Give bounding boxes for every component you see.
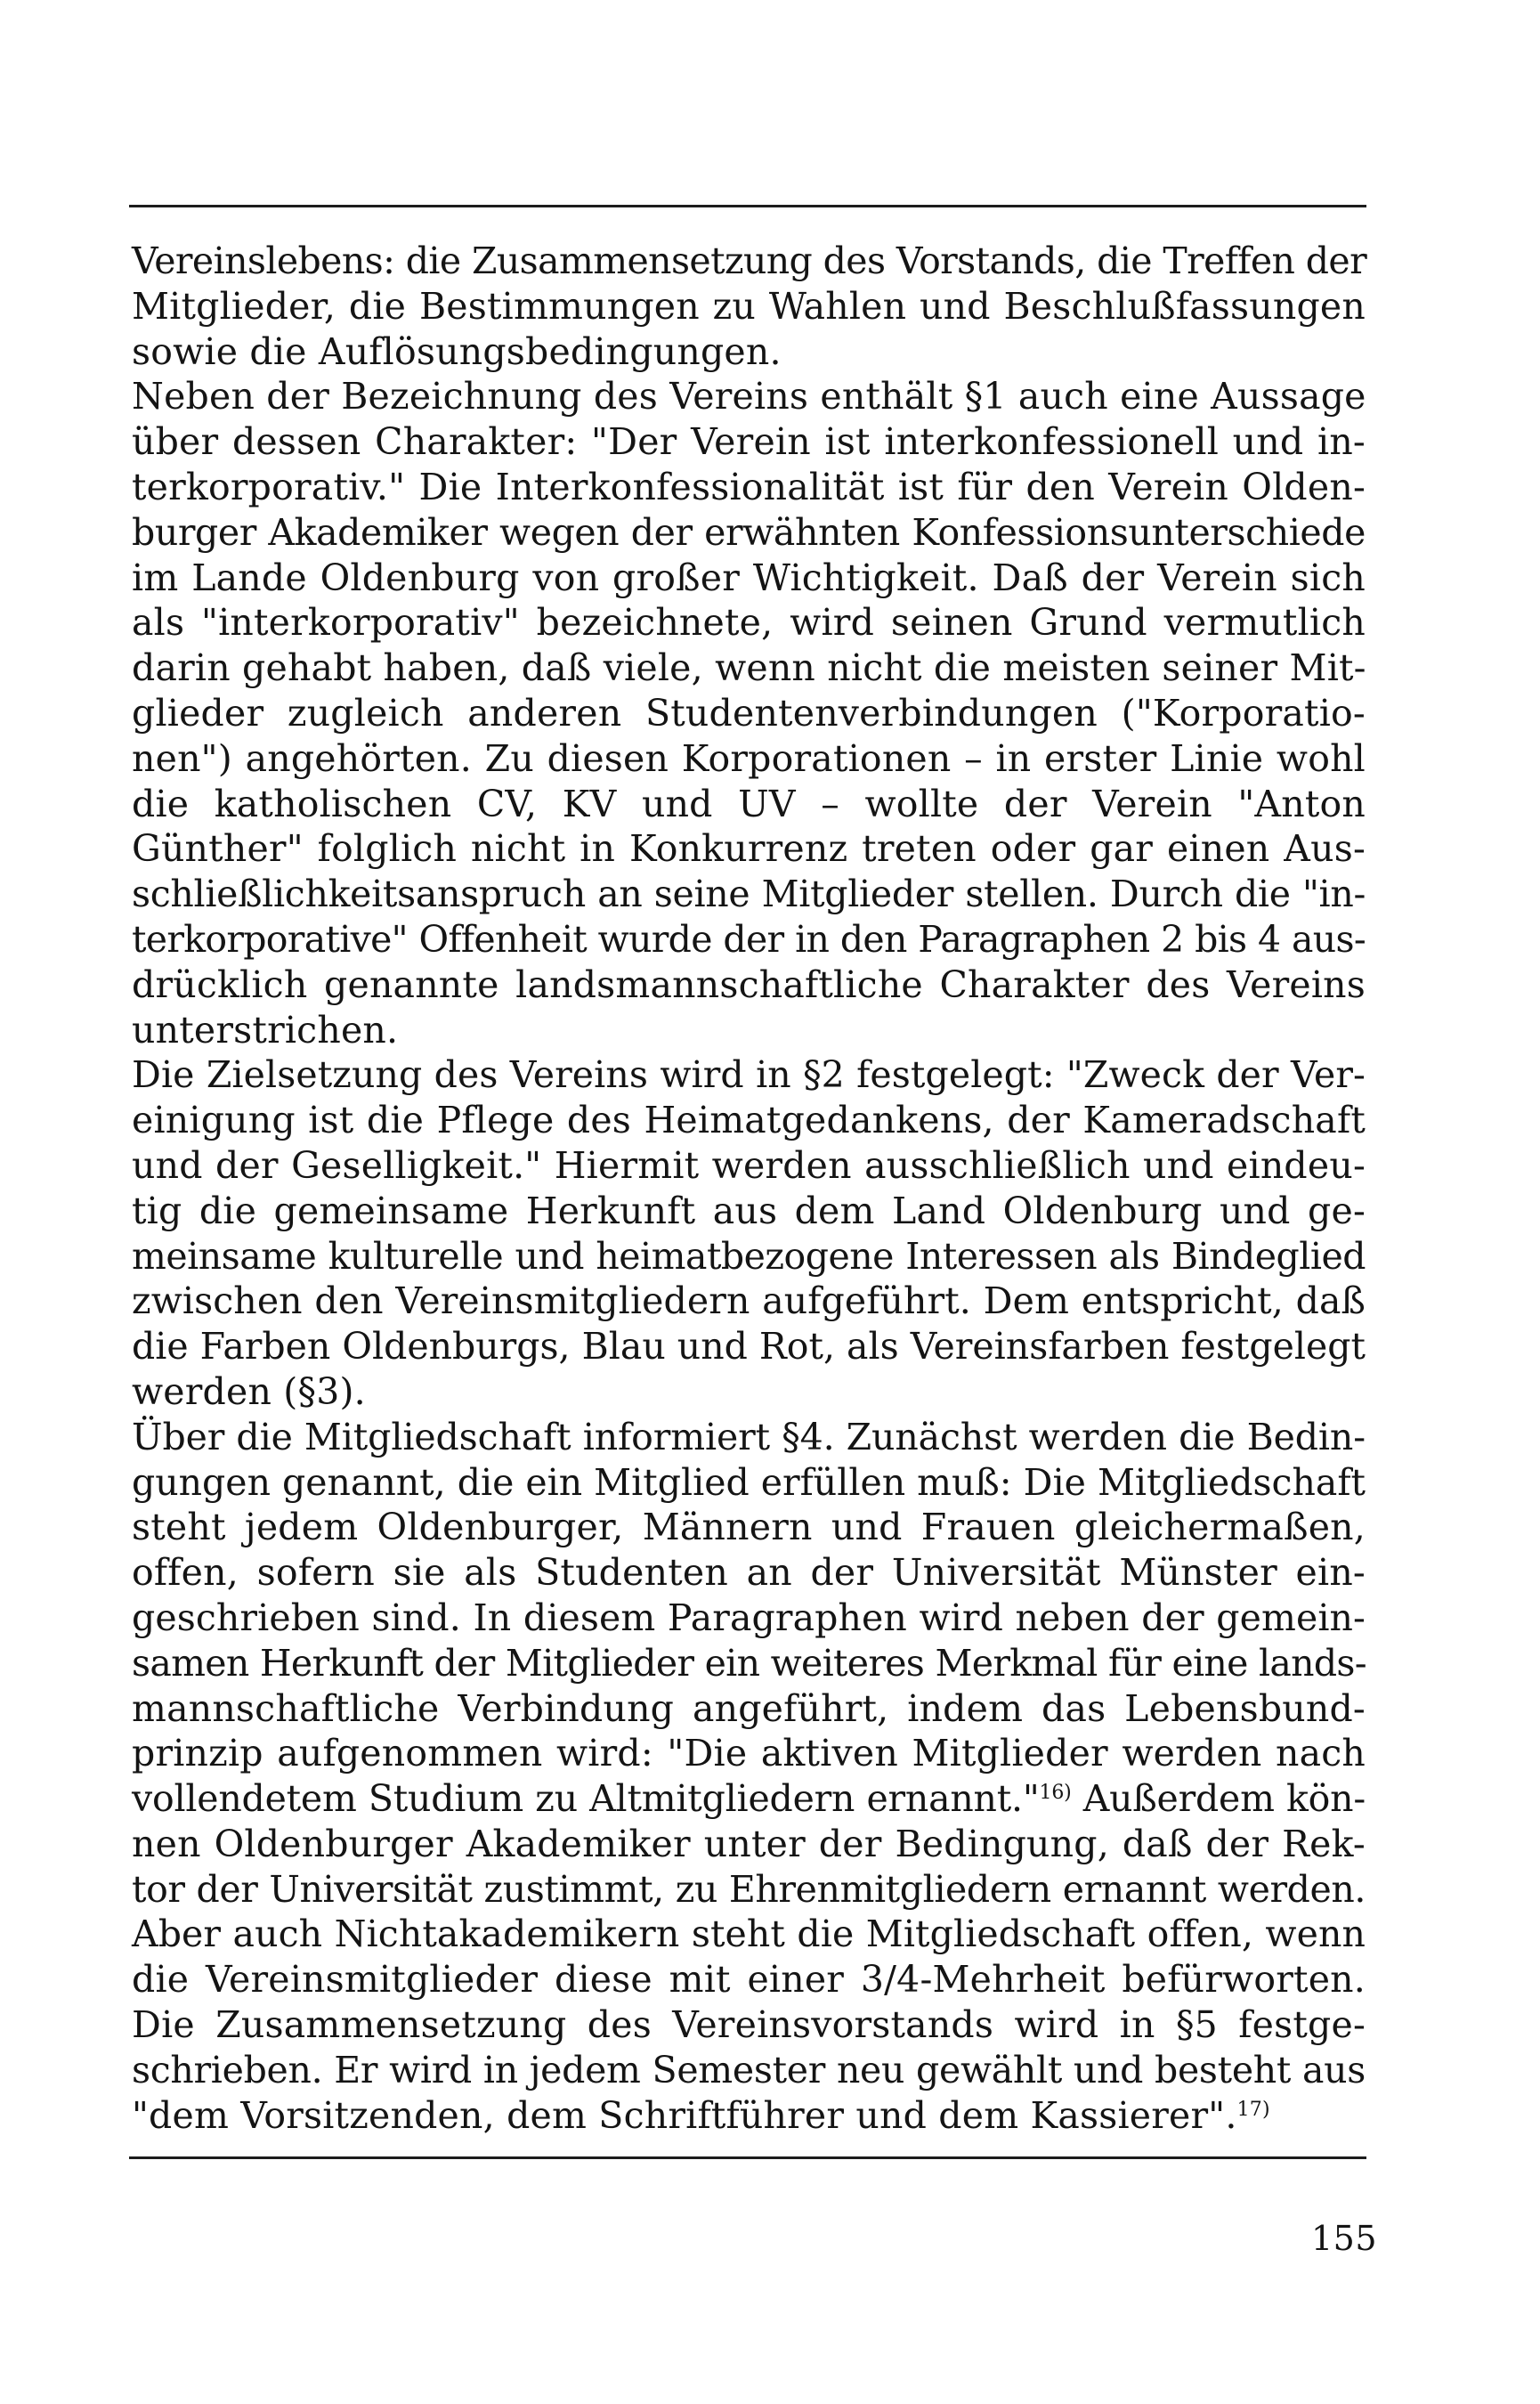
text-line [132, 872, 1366, 917]
footnote-marker: 17) [1236, 2098, 1270, 2121]
text-line [132, 782, 1366, 827]
text-line [132, 465, 1366, 510]
text-line [132, 1686, 1366, 1732]
text-line [132, 600, 1366, 646]
line-text: Vereinslebens: die Zusammensetzung des Vorstands, die Treffen der [132, 240, 1367, 282]
line-text: darin gehabt haben, daß viele, wenn nicht die meisten seiner Mit- [132, 646, 1366, 690]
text-line [132, 1731, 1366, 1776]
line-text: prinzip aufgenommen wird: "Die aktiven Mitglieder werden nach [132, 1732, 1366, 1775]
line-text: offen, sofern sie als Studenten an der Universität Münster ein- [132, 1551, 1366, 1595]
text-line [132, 2002, 1366, 2048]
line-text: glieder zugleich anderen Studentenverbindungen ("Korporatio- [132, 691, 1366, 735]
text-line [132, 329, 1366, 375]
top-rule [129, 205, 1366, 207]
text-line [132, 374, 1366, 419]
line-text: über dessen Charakter: "Der Verein ist interkonfessionell und in- [132, 420, 1366, 464]
text-line [132, 1776, 1366, 1822]
line-text: Neben der Bezeichnung des Vereins enthält §1 auch eine Aussage [132, 375, 1366, 418]
text-line [132, 556, 1366, 601]
line-text: Über die Mitgliedschaft informiert §4. Zunächst werden die Bedin- [132, 1415, 1366, 1458]
bottom-rule [129, 2156, 1366, 2159]
line-text: Aber auch Nichtakademikern steht die Mitgliedschaft offen, wenn [132, 1913, 1366, 1956]
body-text [132, 239, 1366, 2138]
line-text: Mitglieder, die Bestimmungen zu Wahlen und Beschlußfassungen [132, 284, 1366, 328]
line-text: vollendetem Studium zu Altmitgliedern ernannt." [132, 1777, 1040, 1821]
text-line [132, 1415, 1366, 1460]
line-text: "dem Vorsitzenden, dem Schriftführer und dem Kassierer". [132, 2093, 1237, 2137]
text-line [132, 284, 1366, 329]
text-line [132, 1008, 1366, 1053]
line-text: und der Geselligkeit." Hiermit werden ausschließlich und eindeu- [132, 1143, 1366, 1187]
line-text-continued: Außerdem kön- [1071, 1777, 1366, 1821]
text-line [132, 1279, 1366, 1324]
line-text: nen Oldenburger Akademiker unter der Bedingung, daß der Rek- [132, 1822, 1366, 1865]
text-line [132, 1098, 1366, 1143]
text-line [132, 239, 1366, 284]
line-text: mannschaftliche Verbindung angeführt, indem das Lebensbund- [132, 1686, 1366, 1730]
text-line [132, 1369, 1366, 1415]
text-line [132, 1550, 1366, 1596]
text-line [132, 1052, 1366, 1098]
line-text: sowie die Auflösungsbedingungen. [132, 329, 782, 373]
text-line [132, 1324, 1366, 1369]
line-text: die Farben Oldenburgs, Blau und Rot, als Vereinsfarben festgelegt [132, 1325, 1366, 1368]
line-text: zwischen den Vereinsmitgliedern aufgeführt. Dem entspricht, daß [132, 1279, 1366, 1323]
line-text: nen") angehörten. Zu diesen Korporationen – in erster Linie wohl [132, 736, 1366, 780]
text-line [132, 419, 1366, 465]
text-line [132, 646, 1366, 691]
text-line [132, 1460, 1366, 1506]
text-line [132, 1867, 1366, 1913]
text-line [132, 1505, 1366, 1550]
text-line [132, 1641, 1366, 1686]
line-text: drücklich genannte landsmannschaftliche Charakter des Vereins [132, 962, 1366, 1006]
line-text: Günther" folglich nicht in Konkurrenz treten oder gar einen Aus- [132, 827, 1366, 871]
line-text: schließlichkeitsanspruch an seine Mitglieder stellen. Durch die "in- [132, 873, 1366, 916]
line-text: burger Akademiker wegen der erwähnten Konfessionsunterschiede [132, 510, 1366, 554]
line-text: tor der Universität zustimmt, zu Ehrenmitgliedern ernannt werden. [132, 1867, 1366, 1911]
line-text: einigung ist die Pflege des Heimatgedankens, der Kameradschaft [132, 1099, 1366, 1142]
text-line [132, 917, 1366, 962]
line-text: geschrieben sind. In diesem Paragraphen wird neben der gemein- [132, 1596, 1366, 1639]
text-line [132, 826, 1366, 872]
text-line [132, 1912, 1366, 1957]
page-number: 155 [1310, 2219, 1377, 2258]
line-text: tig die gemeinsame Herkunft aus dem Land Oldenburg und ge- [132, 1189, 1366, 1232]
footnote-marker: 16) [1039, 1782, 1072, 1805]
text-line [132, 1234, 1366, 1279]
text-line [132, 1596, 1366, 1641]
line-text: samen Herkunft der Mitglieder ein weiteres Merkmal für eine lands- [132, 1641, 1366, 1685]
line-text: als "interkorporativ" bezeichnete, wird seinen Grund vermutlich [132, 601, 1366, 645]
line-text: schrieben. Er wird in jedem Semester neu gewählt und besteht aus [132, 2048, 1366, 2091]
line-text: werden (§3). [132, 1369, 366, 1413]
line-text: terkorporative" Offenheit wurde der in den Paragraphen 2 bis 4 aus- [132, 917, 1366, 961]
text-line [132, 510, 1366, 556]
line-text: terkorporativ." Die Interkonfessionalität ist für den Verein Olden- [132, 465, 1366, 508]
text-line [132, 2048, 1366, 2093]
line-text: die Vereinsmitglieder diese mit einer 3/4-Mehrheit befürworten. [132, 1958, 1366, 2002]
line-text: steht jedem Oldenburger, Männern und Frauen gleichermaßen, [132, 1506, 1366, 1549]
line-text: meinsame kulturelle und heimatbezogene Interessen als Bindeglied [132, 1234, 1366, 1278]
line-text: die katholischen CV, KV und UV – wollte der Verein "Anton [132, 782, 1366, 825]
text-line [132, 1189, 1366, 1234]
text-line [132, 1143, 1366, 1189]
line-text: im Lande Oldenburg von großer Wichtigkeit. Daß der Verein sich [132, 556, 1366, 599]
text-line [132, 962, 1366, 1008]
line-text: Die Zusammensetzung des Vereinsvorstands wird in §5 festge- [132, 2003, 1366, 2047]
text-line [132, 2093, 1366, 2139]
line-text: Die Zielsetzung des Vereins wird in §2 festgelegt: "Zweck der Ver- [132, 1053, 1366, 1097]
text-line [132, 691, 1366, 736]
text-line [132, 1957, 1366, 2002]
line-text: unterstrichen. [132, 1008, 399, 1052]
text-line [132, 736, 1366, 782]
text-line [132, 1822, 1366, 1867]
line-text: gungen genannt, die ein Mitglied erfüllen muß: Die Mitgliedschaft [132, 1460, 1366, 1504]
